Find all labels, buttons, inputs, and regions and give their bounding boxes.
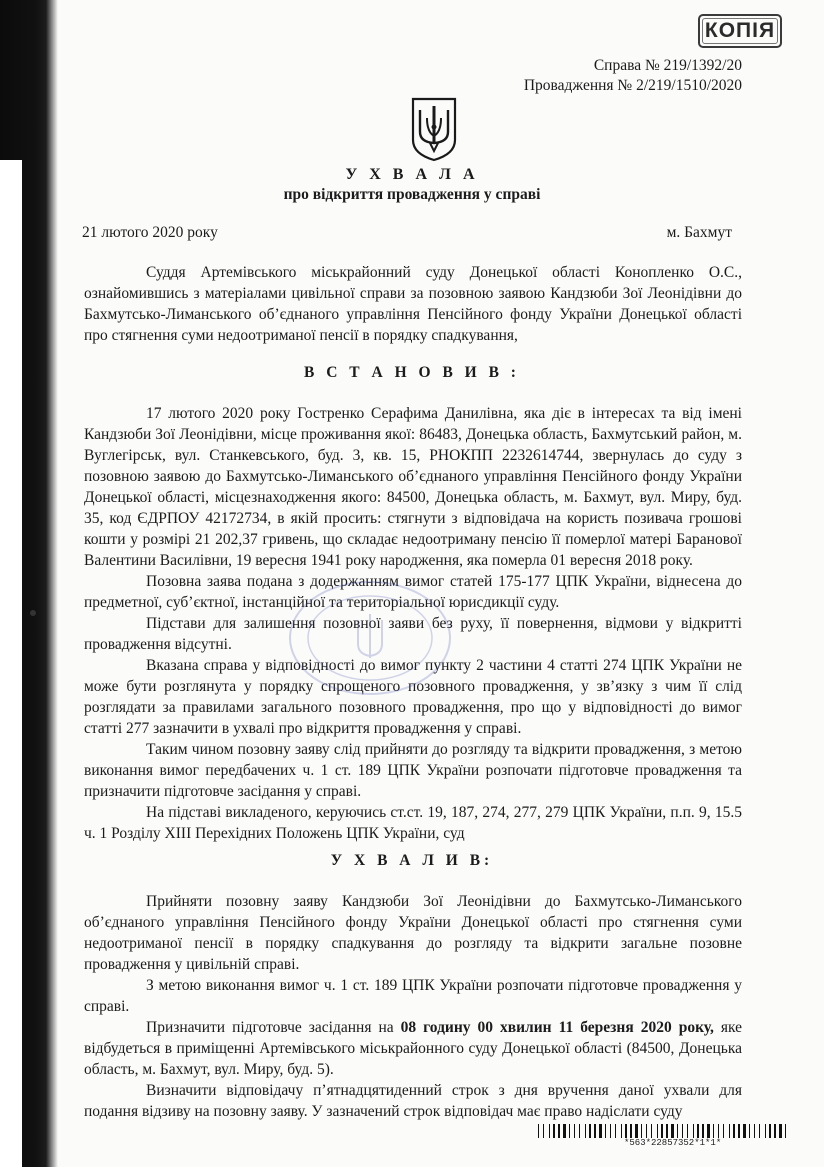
barcode-number: *563*22857352*1*1*	[624, 1138, 722, 1148]
barcode-bar	[671, 1124, 674, 1138]
barcode-bar	[641, 1124, 642, 1138]
barcode-bar	[599, 1124, 602, 1138]
established-paragraph: Позовна заява подана з додержанням вимог статей 175-177 ЦПК України, віднесена до предметної, суб’єктної, інстанційної та територіальної юрисдикції суду.	[84, 573, 742, 611]
barcode-bar	[553, 1124, 555, 1138]
ruled-heading: У Х В А Л И В:	[330, 852, 494, 869]
intro-text: Суддя Артемівського міськрайонний суду Донецької області Конопленко О.С., ознайомившись з матеріалами цивільної справи за позовною заявою Кандзюби Зої Леонідівни до Бахмутсько-Лиманського об’єднаного управління Пенсійного фонду України Донецької області про стягнення суми недоотриманої пенсії в порядку спадкування,	[84, 264, 742, 344]
barcode-bar	[738, 1124, 740, 1138]
barcode-bar	[687, 1124, 688, 1138]
barcode-bar	[569, 1124, 570, 1138]
ruled-paragraph: З метою виконання вимог ч. 1 ст. 189 ЦПК України розпочати підготовче провадження у справі.	[84, 977, 742, 1015]
punch-hole-mark	[30, 610, 36, 616]
barcode-bar	[666, 1124, 668, 1138]
barcode-bar	[743, 1124, 746, 1138]
barcode-bar	[543, 1124, 544, 1138]
court-seal-icon	[286, 578, 454, 698]
barcode-bar	[558, 1124, 560, 1138]
hearing-datetime: 08 годину 00 хвилин 11 березня 2020 року,	[400, 1019, 714, 1036]
barcode-bar	[682, 1124, 683, 1138]
barcode-bar	[549, 1124, 550, 1138]
barcode-bar	[754, 1124, 755, 1138]
barcode-bar	[610, 1124, 611, 1138]
established-paragraph: Таким чином позовну заяву слід прийняти до розгляду та відкрити провадження, з метою виконання вимог передбачених ч. 1 ст. 189 ЦПК України розпочати підготовче провадження та призначити підготовче засідання у справі.	[84, 741, 742, 800]
intro-paragraph	[84, 262, 742, 346]
barcode-bar	[765, 1124, 766, 1138]
barcode-bar	[589, 1124, 591, 1138]
barcode-bar	[579, 1124, 580, 1138]
document-title: У Х В А Л А	[345, 166, 479, 183]
barcode-bar	[785, 1124, 786, 1138]
ruled-paragraph: Прийняти позовну заяву Кандзюби Зої Леонідівни до Бахмутсько-Лиманського об’єднаного управління Пенсійного фонду України Донецької області про стягнення суми недоотриманої пенсії в порядку спадкування до розгляду та відкрити загальне позовне провадження у цивільній справі.	[84, 893, 742, 973]
document-date: 21 лютого 2020 року	[82, 224, 218, 241]
hearing-text-start: Призначити підготовче засідання на	[146, 1019, 401, 1036]
ruled-section	[84, 891, 742, 1122]
barcode-bar	[713, 1124, 714, 1138]
barcode-bar	[733, 1124, 735, 1138]
trident-coat-of-arms-icon	[410, 96, 458, 162]
barcode-bar	[538, 1124, 539, 1138]
barcode-bar	[594, 1124, 596, 1138]
copy-stamp: КОПІЯ	[698, 14, 782, 48]
established-heading: В С Т А Н О В И В :	[304, 364, 520, 381]
barcode-bar	[749, 1124, 750, 1138]
barcode-bar	[621, 1124, 622, 1138]
barcode-bar	[759, 1124, 760, 1138]
barcode-bar	[574, 1124, 575, 1138]
barcode-bar	[707, 1124, 710, 1138]
barcode-bar	[661, 1124, 663, 1138]
established-paragraph: Вказана справа у відповідності до вимог пункту 2 частини 4 статті 274 ЦПК України не може бути розглянута у порядку спрощеного позовного провадження, у зв’язку з чим її слід розглядати за правилами загального позовного провадження, про що у відповідності до вимог статті 277 зазначити в ухвалі про відкриття провадження у справі.	[84, 657, 742, 737]
barcode	[538, 1124, 788, 1138]
established-paragraph: 17 лютого 2020 року Гостренко Серафима Данилівна, яка діє в інтересах та від імені Кандзюби Зої Леонідівни, місце проживання якої: 86483, Донецька область, Бахмутський район, м. Вуглегірськ, вул. Станкевського, буд. 3, кв. 15, РНОКПП 2232614744, звернулась до суду з позовною заявою до Бахмутсько-Лиманського об’єднаного управління Пенсійного фонду України Донецької області, місцезнаходження якого: 84500, Донецька область, м. Бахмут, вул. Миру, буд. 35, код ЄДРПОУ 42172734, в якій просить: стягнути з відповідача на користь позивача грошові кошти у розмірі 21 202,37 гривень, що складає недоотриману пенсію її померлої матері Баранової Валентини Василівни, 19 вересня 1941 року народження, яка померла 01 вересня 2018 року.	[84, 405, 742, 569]
barcode-bar	[651, 1124, 652, 1138]
case-reference	[524, 56, 742, 96]
established-paragraph: На підставі викладеного, керуючись ст.ст. 19, 187, 274, 277, 279 ЦПК України, п.п. 9, 15.5 ч. 1 Розділу XIII Перехідних Положень ЦПК України, суд	[84, 804, 742, 842]
barcode-bar	[697, 1124, 699, 1138]
case-number: Справа № 219/1392/20	[593, 57, 742, 74]
barcode-bar	[657, 1124, 658, 1138]
established-paragraph: Підстави для залишення позовної заяви без руху, її повернення, відмови у відкритті провадження відсутні.	[84, 615, 742, 653]
barcode-bar	[718, 1124, 719, 1138]
barcode-bar	[693, 1124, 694, 1138]
barcode-bar	[723, 1124, 724, 1138]
barcode-bar	[702, 1124, 704, 1138]
barcode-bar	[630, 1124, 632, 1138]
document-city: м. Бахмут	[666, 224, 732, 241]
barcode-bar	[563, 1124, 566, 1138]
ruled-paragraph: Визначити відповідачу п’ятнадцятиденний строк з дня вручення даної ухвали для подання відзиву на позовну заяву. У зазначений строк відповідач має право надіслати суду	[84, 1082, 742, 1120]
barcode-bar	[729, 1124, 730, 1138]
document-subtitle: про відкриття провадження у справі	[283, 186, 541, 203]
barcode-bar	[774, 1124, 776, 1138]
scan-edge-margin	[0, 160, 22, 1167]
barcode-bar	[615, 1124, 616, 1138]
ruled-paragraph-hearing	[84, 1017, 742, 1080]
hearing-text-end: яке відбудеться в приміщенні Артемівського міськрайонного суду Донецької області (84500, Донецька область, м. Бахмут, вул. Миру, буд. 5).	[84, 1019, 743, 1078]
barcode-bar	[625, 1124, 627, 1138]
proceeding-number: Провадження № 2/219/1510/2020	[523, 77, 742, 94]
barcode-bar	[646, 1124, 647, 1138]
barcode-bar	[635, 1124, 638, 1138]
barcode-bar	[779, 1124, 782, 1138]
barcode-bar	[585, 1124, 586, 1138]
barcode-bar	[769, 1124, 771, 1138]
barcode-bar	[605, 1124, 606, 1138]
barcode-bar	[677, 1124, 678, 1138]
